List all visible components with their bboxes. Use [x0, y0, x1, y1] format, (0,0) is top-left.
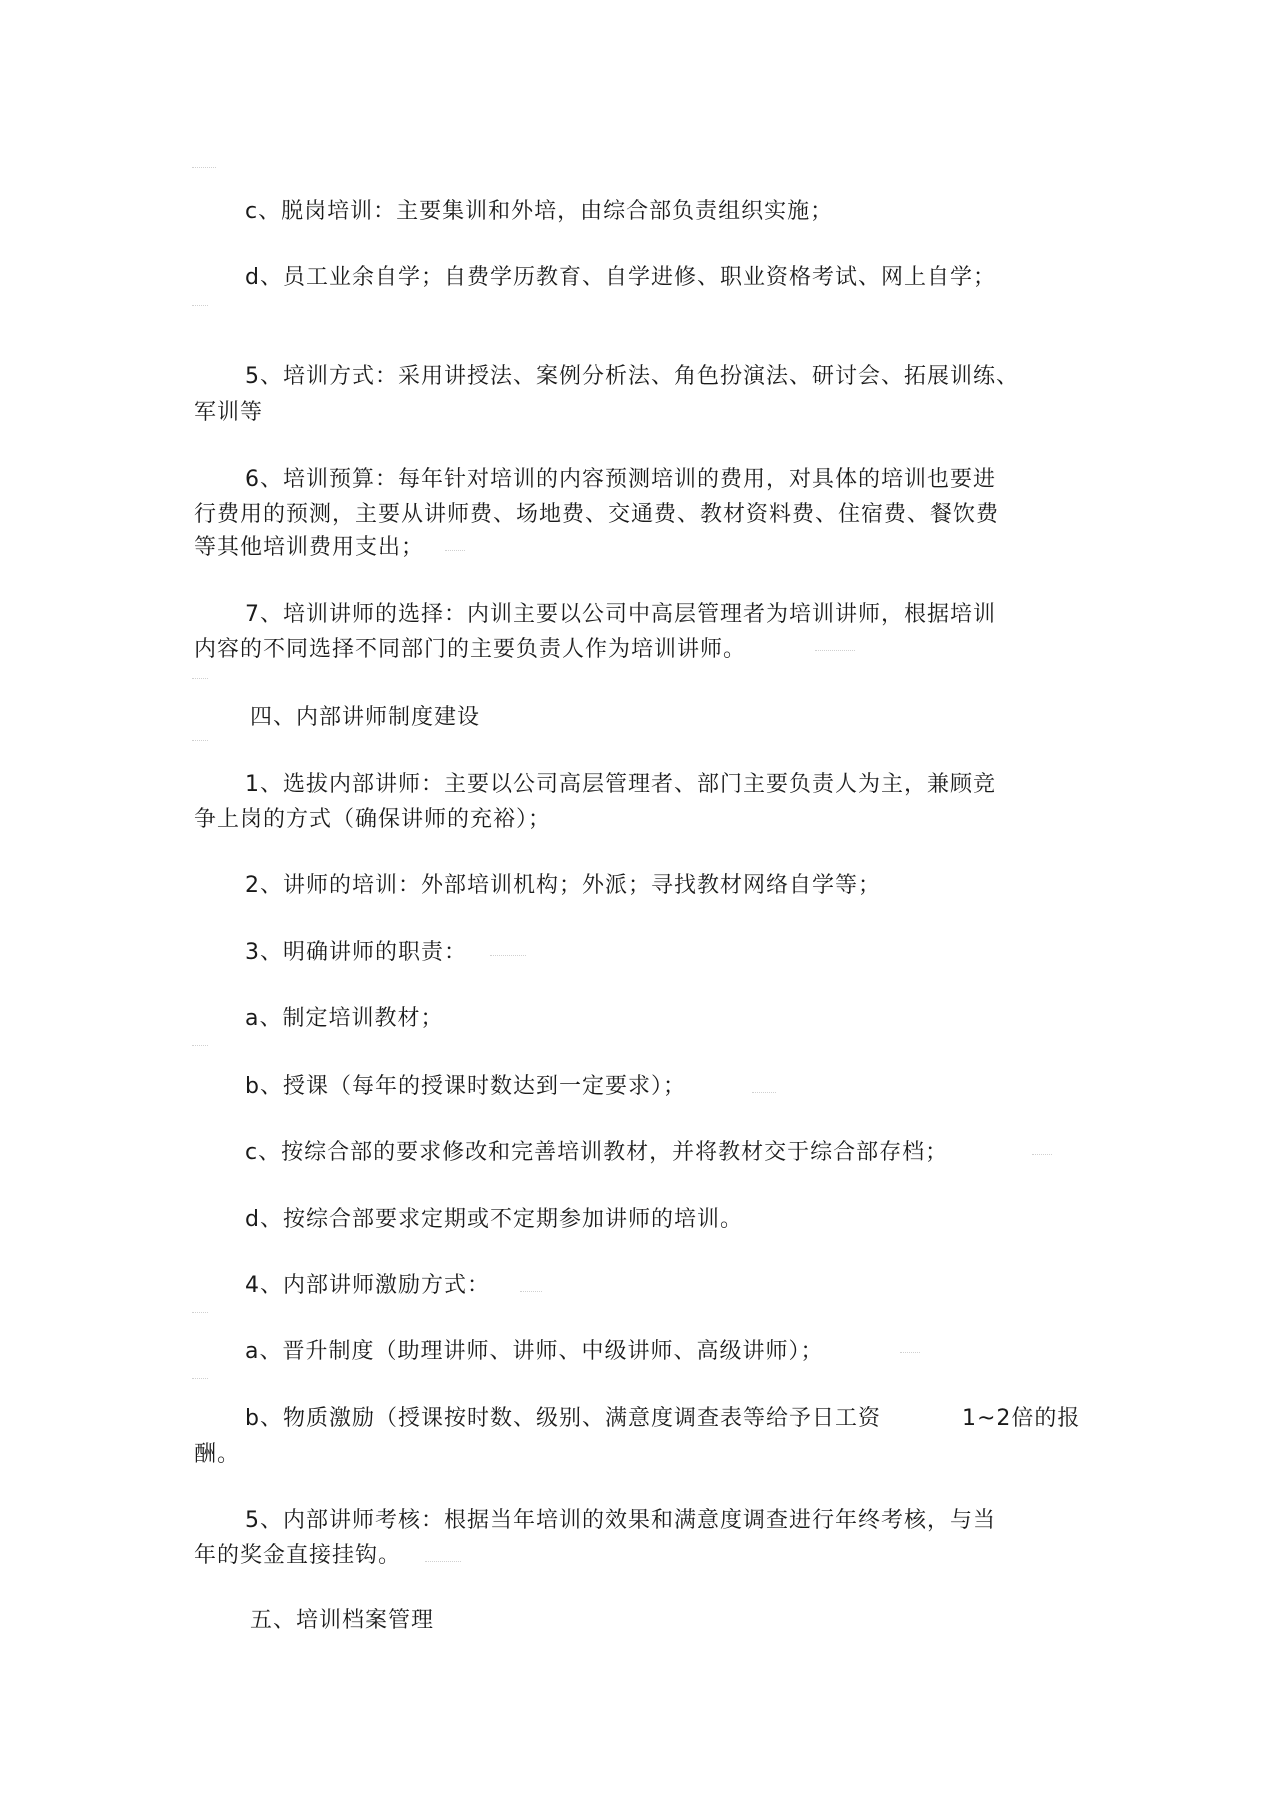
scan-mark — [490, 955, 526, 956]
paragraph-line: 内容的不同选择不同部门的主要负责人作为培训讲师。 — [194, 637, 747, 662]
scan-mark — [192, 1312, 208, 1313]
scan-mark — [445, 550, 465, 551]
paragraph-line: b、物质激励（授课按时数、级别、满意度调查表等给予日工资 — [245, 1406, 881, 1431]
paragraph-line: 7、培训讲师的选择：内训主要以公司中高层管理者为培训讲师，根据培训 — [245, 602, 996, 627]
scan-mark — [192, 740, 208, 741]
section-heading: 五、培训档案管理 — [250, 1608, 435, 1633]
paragraph-line: a、晋升制度（助理讲师、讲师、中级讲师、高级讲师）； — [245, 1339, 824, 1364]
scan-mark — [752, 1092, 776, 1093]
section-heading: 四、内部讲师制度建设 — [250, 705, 481, 730]
paragraph-line: d、按综合部要求定期或不定期参加讲师的培训。 — [245, 1207, 743, 1232]
paragraph-line: 5、培训方式：采用讲授法、案例分析法、角色扮演法、研讨会、拓展训练、 — [245, 364, 1019, 389]
paragraph-line: 3、明确讲师的职责： — [245, 940, 467, 965]
paragraph-line: 6、培训预算：每年针对培训的内容预测培训的费用，对具体的培训也要进 — [245, 467, 996, 492]
scan-mark — [815, 650, 855, 651]
paragraph-line: c、脱岗培训：主要集训和外培，由综合部负责组织实施； — [245, 199, 834, 224]
paragraph-line: 行费用的预测，主要从讲师费、场地费、交通费、教材资料费、住宿费、餐饮费 — [194, 502, 1000, 527]
paragraph-line: 5、内部讲师考核：根据当年培训的效果和满意度调查进行年终考核，与当 — [245, 1508, 996, 1533]
scan-mark — [1032, 1154, 1052, 1155]
paragraph-line: c、按综合部的要求修改和完善培训教材，并将教材交于综合部存档； — [245, 1140, 949, 1165]
scan-mark — [192, 678, 208, 679]
paragraph-line: 4、内部讲师激励方式： — [245, 1273, 490, 1298]
scan-mark — [520, 1291, 542, 1292]
paragraph-line-tail: 1~2倍的报 — [962, 1406, 1081, 1431]
paragraph-line: 2、讲师的培训：外部培训机构；外派；寻找教材网络自学等； — [245, 873, 881, 898]
scan-mark — [425, 1561, 461, 1562]
paragraph-line: d、员工业余自学；自费学历教育、自学进修、职业资格考试、网上自学； — [245, 265, 996, 290]
paragraph-line: 军训等 — [194, 400, 264, 425]
paragraph-line: 争上岗的方式（确保讲师的充裕）； — [194, 807, 552, 832]
scan-mark — [900, 1352, 920, 1353]
scan-mark — [192, 167, 216, 168]
paragraph-line: 年的奖金直接挂钩。 — [194, 1543, 402, 1568]
paragraph-line: 酬。 — [194, 1442, 241, 1467]
paragraph-line: 等其他培训费用支出； — [194, 535, 425, 560]
scan-mark — [192, 305, 208, 306]
scan-mark — [192, 1045, 208, 1046]
scan-mark — [192, 1378, 208, 1379]
paragraph-line: a、制定培训教材； — [245, 1006, 444, 1031]
paragraph-line: 1、选拔内部讲师：主要以公司高层管理者、部门主要负责人为主，兼顾竞 — [245, 772, 996, 797]
paragraph-line: b、授课（每年的授课时数达到一定要求）； — [245, 1074, 686, 1099]
